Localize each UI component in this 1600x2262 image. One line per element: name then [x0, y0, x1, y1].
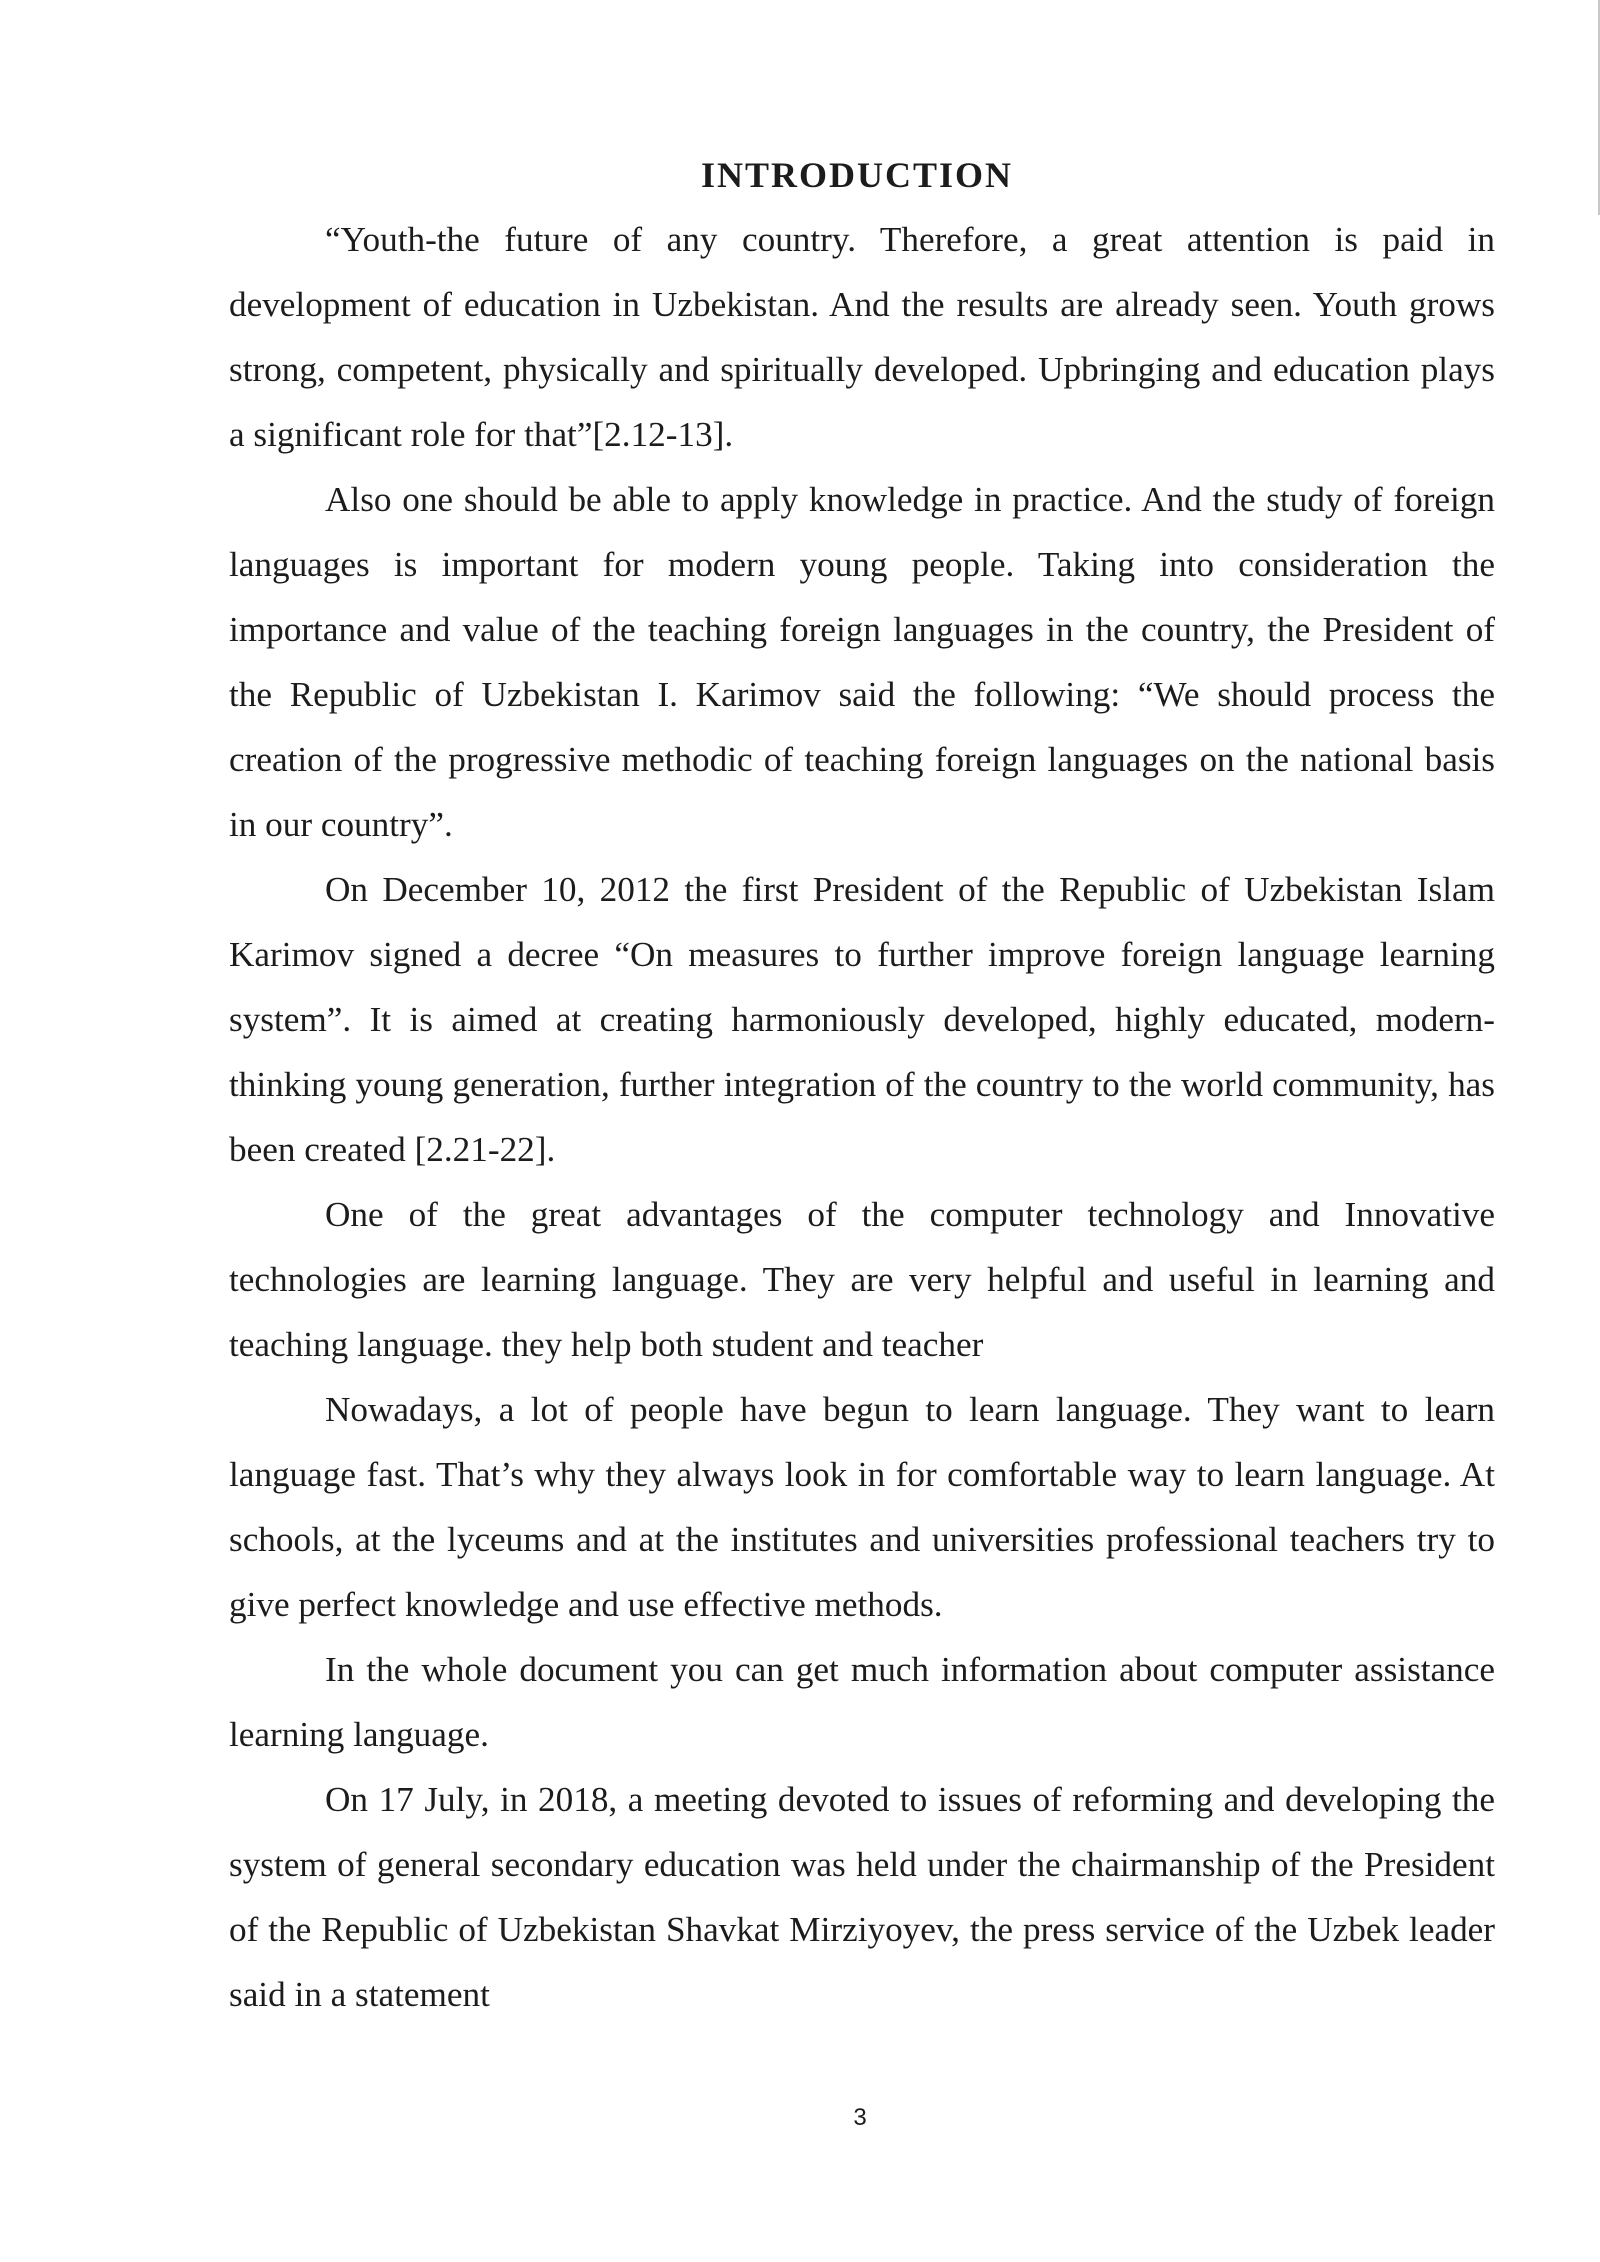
page-title: INTRODUCTION: [700, 155, 1014, 195]
body-text: [229, 207, 1495, 2027]
paragraph: Nowadays, a lot of people have begun to learn language. They want to learn language fast. That’s why they always look in for comfortable way to learn language. At schools, at the lyceums and at the institutes and universities professional teachers try to give perfect knowledge and use effective methods.: [229, 1390, 1495, 1624]
paragraph: One of the great advantages of the computer technology and Innovative technologies are learning language. They are very helpful and useful in learning and teaching language. they help both student and teacher: [229, 1195, 1495, 1364]
page-number: 3: [853, 2104, 867, 2131]
paragraph: In the whole document you can get much information about computer assistance learning language.: [229, 1650, 1495, 1754]
paragraph: “Youth-the future of any country. Therefore, a great attention is paid in development of education in Uzbekistan. And the results are already seen. Youth grows strong, competent, physically and spiritually developed. Upbringing and education plays a significant role for that”[2.12-13].: [229, 220, 1495, 454]
paragraph: On 17 July, in 2018, a meeting devoted to issues of reforming and developing the system of general secondary education was held under the chairmanship of the President of the Republic of Uzbekistan Shavkat Mirziyoyev, the press service of the Uzbek leader said in a statement: [229, 1780, 1495, 2014]
paragraph: Also one should be able to apply knowledge in practice. And the study of foreign languages is important for modern young people. Taking into consideration the importance and value of the teaching foreign languages in the country, the President of the Republic of Uzbekistan I. Karimov said the following: “We should process the creation of the progressive methodic of teaching foreign languages on the national basis in our country”.: [229, 480, 1495, 844]
paragraph: On December 10, 2012 the first President of the Republic of Uzbekistan Islam Karimov signed a decree “On measures to further improve foreign language learning system”. It is aimed at creating harmoniously developed, highly educated, modern-thinking young generation, further integration of the country to the world community, has been created [2.21-22].: [229, 870, 1495, 1169]
